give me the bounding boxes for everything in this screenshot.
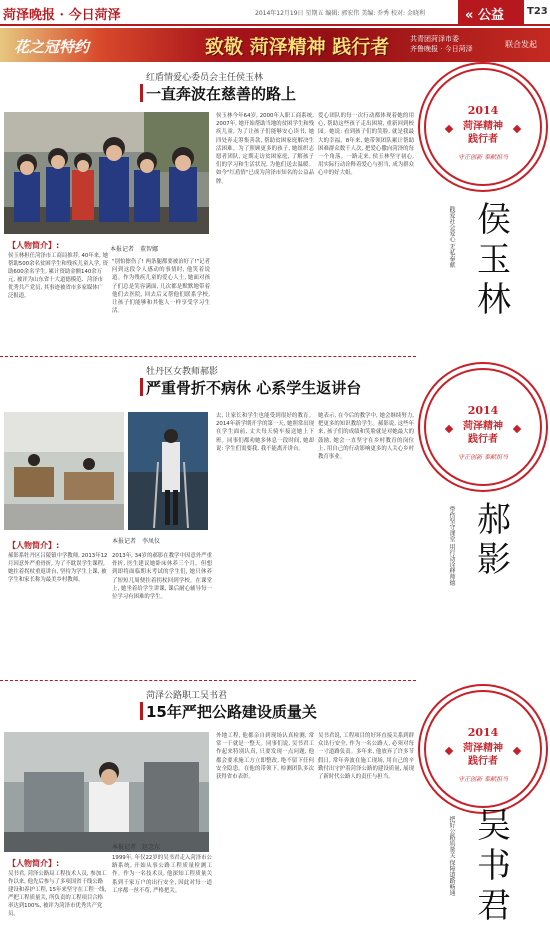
article-2-subtitle: 牡丹区女教师郝影 <box>146 367 219 377</box>
article-1-photo <box>4 112 209 234</box>
article-2-intro: 郝影系牡丹区吕陵镇中学教师, 2013年12月因意外严重骨折, 为了不耽误学生课程, 她拄着拐杖重返讲台, 坚持为学生上课, 被学生和家长称为最美乡村教师。 <box>8 553 108 583</box>
section-divider <box>0 356 416 357</box>
honor-seal-3 <box>424 690 542 808</box>
honoree-3-name: 吴 书 君 <box>477 806 511 926</box>
seal-title <box>426 120 540 146</box>
honoree-2-tagline: 带伤坚守课堂 用行动诠释师德 <box>448 506 455 586</box>
organizer-list <box>410 34 473 54</box>
article-1-intro-heading: 【人物简介】: <box>8 241 60 250</box>
classroom-photo <box>4 412 124 530</box>
article-1-headline: 一直奔波在慈善的路上 <box>146 85 297 103</box>
co-sponsor-label: 联合发起 <box>505 40 537 49</box>
seal-motto: 守正创新 奉献担当 <box>458 454 508 461</box>
honor-seal-1 <box>424 68 542 186</box>
article-1-subtitle: 红盾情爱心委员会主任侯玉林 <box>146 73 264 83</box>
article-2-headline: 严重骨折不病休 心系学生返讲台 <box>146 379 362 397</box>
article-3-intro-heading: 【人物简介】: <box>8 859 60 868</box>
section-divider <box>0 680 416 681</box>
sponsor-text: 花之冠特约 <box>14 38 90 56</box>
seal-line-2: 践行者 <box>468 434 498 445</box>
seal-year: 2014 <box>467 104 499 117</box>
masthead-bar <box>0 0 550 26</box>
article-3-subtitle: 菏泽公路职工吴书君 <box>146 691 228 701</box>
honoree-1-tagline: 践爱社会爱心 无私奉献 <box>448 206 455 268</box>
article-3-credit: 本报记者 赵念东 <box>112 844 161 851</box>
article-2-intro-heading: 【人物简介】: <box>8 541 60 550</box>
lab-worker-photo <box>4 732 209 852</box>
banner-title: 致敬 菏泽精神 践行者 <box>205 36 390 58</box>
double-chevron-icon: « <box>465 8 474 23</box>
seal-line-1: 菏泽精神 <box>463 743 503 754</box>
article-2-col-3: 她表示, 在今后的教学中, 她会继续努力, 把更多的知识教给学生。郝影说, 这些年来, 孩子们的成绩和笑脸就是对她最大的鼓励, 她会一直坚守在乡村教育的岗位上, 用自己的行动影响更多的人关心乡村教育事业。 <box>318 413 414 461</box>
page-number: T23 <box>527 6 548 17</box>
seal-year: 2014 <box>467 404 499 417</box>
article-1-col-3: 爱心团队的每一次行动都体现着她的用心, 帮助这些孩子走出困境, 重新回到校园。她说: 看到孩子们的笑脸, 就是我最大的幸福。8年来, 她带领团队累计帮助困难群众数千人次, 把爱心撒向菏泽的每一个角落。一路走来, 侯玉林坚守初心, 用实际行动诠释着爱心与担当, 成为群众心中的好大姐。 <box>318 113 414 177</box>
teacher-crutches-photo <box>128 412 208 530</box>
headline-accent <box>140 378 143 396</box>
honoree-1-name: 侯 玉 林 <box>477 200 511 320</box>
honoree-3-tagline: 把好公路质量关 保障道路畅通 <box>448 816 455 896</box>
article-1-col-2: 侯玉林今年64岁, 2000年入职工商系统, 2007年, 她开始帮助当地的贫困学生和残疾儿童, 为了让孩子们能够安心读书, 她四处奔走筹集善款, 帮助贫困家庭解决生活困难。为了照顾更多的孩子, 她组织志愿者团队, 定期走访贫困家庭, 了解孩子们的学习和生活状况, 为他们送去温暖。如今"红盾情"已成为菏泽市知名的公益品牌。 <box>216 113 314 185</box>
article-2-credit: 本报记者 李凤仪 <box>112 538 161 545</box>
article-3-col-1: 1999年, 年仅22岁的吴书君走入菏泽市公路系统, 开始从事公路工程质量检测工作。作为一名技术员, 他深知工程质量关系到千家万户的出行安全, 因此对每一道工序都一丝不苟, 严格把关。 <box>112 855 212 894</box>
seal-title <box>426 420 540 446</box>
section-label: 公益 <box>477 8 504 23</box>
headline-accent <box>140 702 143 720</box>
seal-line-2: 践行者 <box>468 756 498 767</box>
seal-line-2: 践行者 <box>468 134 498 145</box>
article-3-photo <box>4 732 209 852</box>
article-1-col-1: "别怕擦伤了! 两条腿都要被治好了!"记者问到这段令人感动的事情时, 他笑着说道。作为残疾儿童的爱心人士, 她面对孩子们总是笑容满面, 几次都是默默地带着他们去医院, 回去后又帮他们联系学校, 让孩子们能够和其他人一样享受学习生活。 <box>112 259 210 315</box>
article-1-intro: 侯玉林担任菏泽市工商局推荐, 40年来, 她帮助500余名贫困学生和残疾儿童入学, 资助600余名学生, 累计资助金额140余万元, 被评为山东省十大道德模范、菏泽市优秀共产党员, 其事迹被省市多家媒体广泛报道。 <box>8 253 108 299</box>
article-2-photo-left <box>4 412 124 530</box>
article-3-col-3: 吴书君说, 工程项目的好坏直接关系到群众出行安全, 作为一名公路人, 必须对每一寸道路负责。多年来, 他放弃了许多节假日, 常年奔波在施工现场, 用自己的辛勤付出守护着菏泽公路的建设质量, 展现了新时代公路人的责任与担当。 <box>318 733 414 781</box>
campaign-banner <box>0 28 550 62</box>
organizer-2: 齐鲁晚报 · 今日菏泽 <box>410 45 473 53</box>
seal-motto: 守正创新 奉献担当 <box>458 154 508 161</box>
section-tag <box>458 0 524 24</box>
seal-title <box>426 742 540 768</box>
article-2-photo-right <box>128 412 208 530</box>
article-3-headline: 15年严把公路建设质量关 <box>146 703 317 721</box>
honoree-2-name: 郝 影 <box>477 500 511 580</box>
article-2-col-1: 2013年, 34岁的郝影在教学中因意外严重骨折, 医生建议她卧床休养三个月。但想到即将面临期末考试的学生们, 她只休养了短短几周便拄着拐杖回到学校。在课堂上, 她坐着给学生讲课, 课后耐心辅导每一位学习有困难的学生。 <box>112 553 212 601</box>
seal-year: 2014 <box>467 726 499 739</box>
publication-info: 2014年12月19日 星期五 编辑: 郭宏伟 美编: 乔秀 校对: 金晓利 <box>255 10 425 17</box>
article-3-intro: 吴书君, 菏泽公路局工程技术人员, 参加工作以来, 他先后参与了多项国省干线公路建设和养护工程, 15年来坚守在工程一线, 严把工程质量关, 所负责的工程项目合格率达到100%, 被评为菏泽市优秀共产党员。 <box>8 871 107 917</box>
headline-accent <box>140 84 143 102</box>
seal-line-1: 菏泽精神 <box>463 421 503 432</box>
newspaper-logo: 菏泽晚报 · 今日菏泽 <box>3 8 121 23</box>
children-group-photo <box>4 112 209 234</box>
organizer-1: 共青团菏泽市委 <box>410 35 459 43</box>
article-3-col-2: 外地工程, 他都亲自到现场认真检测, 常常一干就是一整天。同事们说, 吴书君工作起来特别认真, 只要发现一点问题, 他都会要求施工方立即整改, 绝不留下任何安全隐患。在他的带领下, 检测团队多次获得省市表彰。 <box>216 733 314 781</box>
honor-seal-2 <box>424 368 542 486</box>
article-1-credit: 本报记者 董智娜 <box>110 246 159 253</box>
article-2-col-2: 去, 让家长和学生也能受到很好的教育。2014年新学期开学的第一天, 她照常出现在学生面前, 丈夫每天骑车接送她上下班。同事们都劝她多休息一段时间, 她却说: 学生们需要我, 我不能离开讲台。 <box>216 413 314 452</box>
seal-motto: 守正创新 奉献担当 <box>458 776 508 783</box>
seal-line-1: 菏泽精神 <box>463 121 503 132</box>
